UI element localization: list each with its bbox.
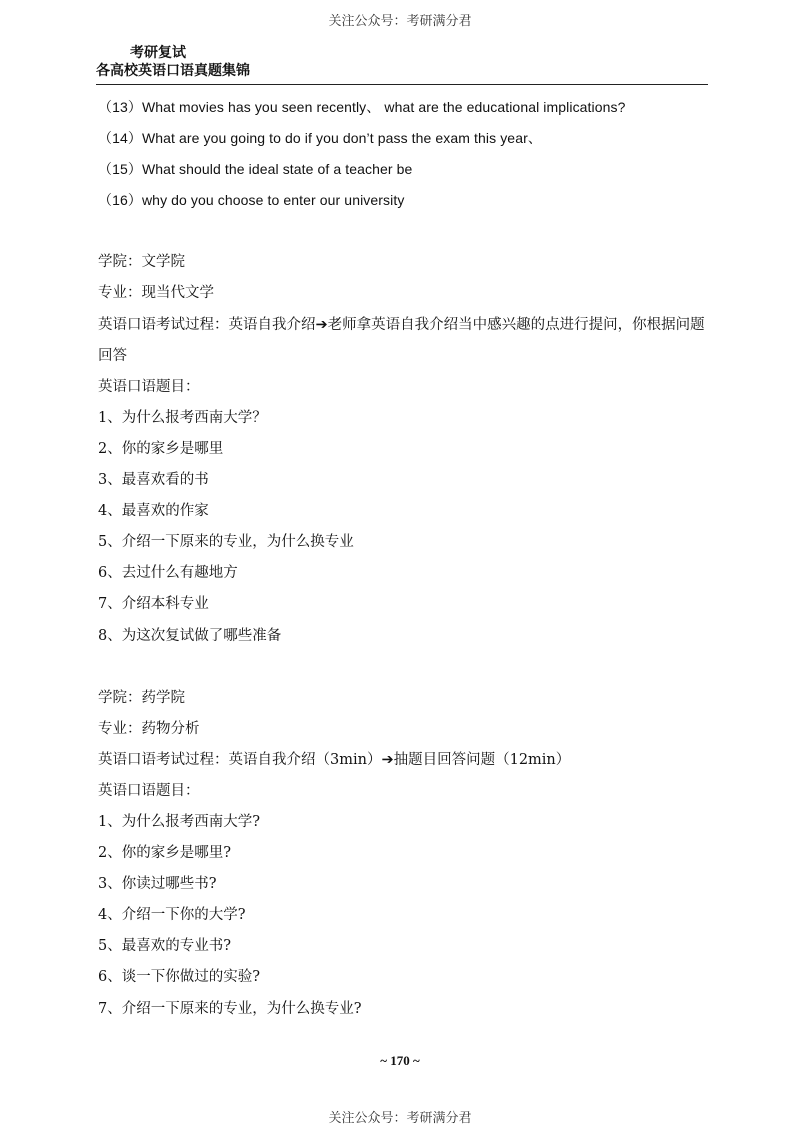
- list-item: 3、你读过哪些书?: [98, 876, 217, 893]
- english-question-16: （16）why do you choose to enter our university: [98, 192, 405, 209]
- watermark-bottom: 关注公众号：考研满分君: [328, 1111, 472, 1126]
- list-item: 5、最喜欢的专业书?: [98, 938, 231, 955]
- spacer: [98, 216, 712, 247]
- section-process: 英语口语考试过程：英语自我介绍➔老师拿英语自我介绍当中感兴趣的点进行提问，你根据问题回答: [98, 316, 705, 364]
- section-pharmacy: [98, 683, 712, 1025]
- document-header: [96, 44, 708, 81]
- list-item: 1、为什么报考西南大学?: [98, 813, 260, 830]
- watermark-top: 关注公众号：考研满分君: [328, 14, 472, 29]
- section-questions-label: 英语口语题目：: [98, 782, 200, 799]
- spacer: [98, 652, 712, 683]
- list-item: 4、最喜欢的作家: [98, 503, 209, 520]
- list-item: 4、介绍一下你的大学?: [98, 907, 246, 924]
- english-question-14: （14）What are you going to do if you don’t pass the exam this year、: [98, 130, 542, 147]
- page-number: ~ 170 ~: [380, 1053, 420, 1068]
- section-major: 专业：药物分析: [98, 720, 200, 737]
- list-item: 3、最喜欢看的书: [98, 472, 209, 489]
- section-literature: [98, 247, 712, 651]
- section-college: 学院：文学院: [98, 254, 185, 271]
- list-item: 2、你的家乡是哪里?: [98, 845, 231, 862]
- header-title: 考研复试: [130, 45, 186, 61]
- page-content: [98, 92, 712, 1025]
- section-college: 学院：药学院: [98, 689, 185, 706]
- list-item: 1、为什么报考西南大学？: [98, 409, 267, 426]
- english-question-15: （15）What should the ideal state of a teacher be: [98, 161, 413, 178]
- list-item: 8、为这次复试做了哪些准备: [98, 627, 282, 644]
- list-item: 5、介绍一下原来的专业，为什么换专业: [98, 534, 354, 551]
- english-question-13: （13）What movies has you seen recently、 what are the educational implications?: [98, 99, 626, 115]
- list-item: 7、介绍一下原来的专业，为什么换专业?: [98, 1000, 362, 1017]
- list-item: 2、你的家乡是哪里: [98, 440, 224, 457]
- section-major: 专业：现当代文学: [98, 285, 214, 302]
- header-divider: [96, 84, 708, 85]
- section-process: 英语口语考试过程：英语自我介绍（3min）➔抽题目回答问题（12min）: [98, 751, 571, 768]
- section-questions-label: 英语口语题目：: [98, 378, 200, 395]
- header-subtitle: 各高校英语口语真题集锦: [96, 63, 250, 79]
- list-item: 6、谈一下你做过的实验?: [98, 969, 260, 986]
- list-item: 7、介绍本科专业: [98, 596, 209, 613]
- list-item: 6、去过什么有趣地方: [98, 565, 238, 582]
